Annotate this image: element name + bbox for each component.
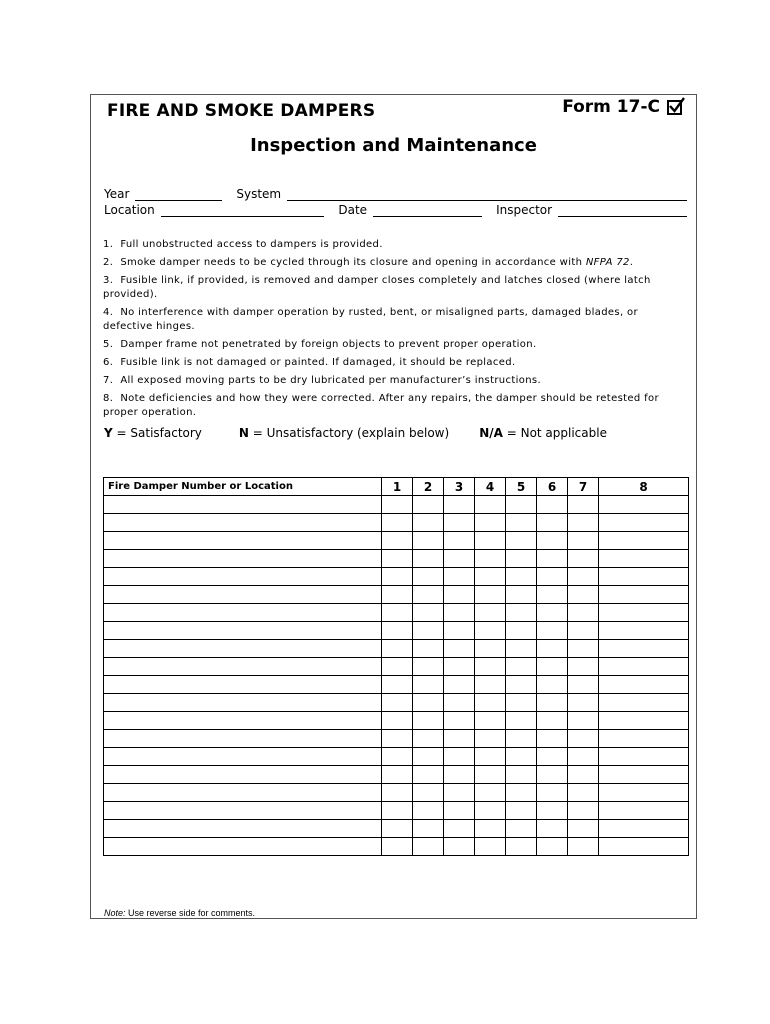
inspection-item xyxy=(103,306,689,334)
result-cell[interactable] xyxy=(568,802,599,820)
result-cell[interactable] xyxy=(382,676,413,694)
result-cell[interactable] xyxy=(599,838,689,856)
column-header-6: 6 xyxy=(537,478,568,496)
result-cell[interactable] xyxy=(537,838,568,856)
result-cell[interactable] xyxy=(413,496,444,514)
inspection-item xyxy=(103,356,689,370)
table-row xyxy=(104,604,689,622)
result-cell[interactable] xyxy=(413,676,444,694)
location-label: Location xyxy=(104,203,155,217)
system-label: System xyxy=(236,187,282,201)
result-cell[interactable] xyxy=(382,784,413,802)
result-cell[interactable] xyxy=(599,784,689,802)
result-cell[interactable] xyxy=(382,694,413,712)
result-cell[interactable] xyxy=(413,748,444,766)
result-cell[interactable] xyxy=(475,568,506,586)
location-cell[interactable] xyxy=(104,712,382,730)
table-row xyxy=(104,784,689,802)
result-cell[interactable] xyxy=(568,604,599,622)
item-number: 1. xyxy=(103,239,114,250)
result-cell[interactable] xyxy=(568,838,599,856)
result-cell[interactable] xyxy=(506,604,537,622)
result-cell[interactable] xyxy=(475,820,506,838)
result-cell[interactable] xyxy=(444,568,475,586)
result-cell[interactable] xyxy=(599,622,689,640)
location-cell[interactable] xyxy=(104,838,382,856)
table-row xyxy=(104,514,689,532)
result-cell[interactable] xyxy=(382,658,413,676)
item-text: Note deficiencies and how they were corrected. After any repairs, the damper should be retested for proper operation. xyxy=(103,393,659,418)
result-cell[interactable] xyxy=(413,532,444,550)
result-cell[interactable] xyxy=(382,514,413,532)
form-title: FIRE AND SMOKE DAMPERS xyxy=(107,101,376,121)
result-cell[interactable] xyxy=(599,820,689,838)
inspection-form xyxy=(90,94,697,919)
result-cell[interactable] xyxy=(413,820,444,838)
result-cell[interactable] xyxy=(475,514,506,532)
result-cell[interactable] xyxy=(382,748,413,766)
location-cell[interactable] xyxy=(104,622,382,640)
result-cell[interactable] xyxy=(568,622,599,640)
result-cell[interactable] xyxy=(444,514,475,532)
table-row xyxy=(104,712,689,730)
result-cell[interactable] xyxy=(599,496,689,514)
result-cell[interactable] xyxy=(537,586,568,604)
result-cell[interactable] xyxy=(475,748,506,766)
result-cell[interactable] xyxy=(568,766,599,784)
form-number-label: Form 17-C xyxy=(562,97,660,117)
item-number: 2. xyxy=(103,257,114,268)
result-cell[interactable] xyxy=(444,676,475,694)
location-cell[interactable] xyxy=(104,766,382,784)
result-cell[interactable] xyxy=(413,550,444,568)
result-cell[interactable] xyxy=(568,496,599,514)
result-cell[interactable] xyxy=(382,550,413,568)
legend-na: N/A = Not applicable xyxy=(479,426,607,440)
table-row xyxy=(104,820,689,838)
result-cell[interactable] xyxy=(506,802,537,820)
result-cell[interactable] xyxy=(413,838,444,856)
result-cell[interactable] xyxy=(599,748,689,766)
location-cell[interactable] xyxy=(104,496,382,514)
checked-box-icon xyxy=(667,100,682,115)
result-cell[interactable] xyxy=(382,838,413,856)
location-cell[interactable] xyxy=(104,784,382,802)
result-cell[interactable] xyxy=(506,676,537,694)
result-cell[interactable] xyxy=(537,658,568,676)
table-body xyxy=(104,496,689,856)
legend-y: Y = Satisfactory xyxy=(104,426,202,440)
result-cell[interactable] xyxy=(444,712,475,730)
location-cell[interactable] xyxy=(104,586,382,604)
location-cell[interactable] xyxy=(104,604,382,622)
result-cell[interactable] xyxy=(506,496,537,514)
result-cell[interactable] xyxy=(475,694,506,712)
inspection-item xyxy=(103,256,689,270)
result-cell[interactable] xyxy=(506,586,537,604)
form-number xyxy=(562,97,682,117)
result-cell[interactable] xyxy=(382,496,413,514)
result-cell[interactable] xyxy=(506,784,537,802)
result-cell[interactable] xyxy=(444,838,475,856)
result-cell[interactable] xyxy=(413,640,444,658)
result-cell[interactable] xyxy=(599,604,689,622)
result-cell[interactable] xyxy=(444,658,475,676)
inspection-item xyxy=(103,274,689,302)
column-header-2: 2 xyxy=(413,478,444,496)
result-cell[interactable] xyxy=(506,838,537,856)
legend xyxy=(104,426,607,440)
table-row xyxy=(104,694,689,712)
note-text: Use reverse side for comments. xyxy=(125,908,256,918)
result-cell[interactable] xyxy=(537,712,568,730)
result-cell[interactable] xyxy=(599,712,689,730)
result-cell[interactable] xyxy=(475,676,506,694)
year-field[interactable] xyxy=(135,189,222,201)
result-cell[interactable] xyxy=(506,622,537,640)
result-cell[interactable] xyxy=(382,586,413,604)
result-cell[interactable] xyxy=(444,730,475,748)
inspection-items xyxy=(103,238,689,424)
item-number: 3. xyxy=(103,275,114,286)
location-cell[interactable] xyxy=(104,640,382,658)
result-cell[interactable] xyxy=(537,784,568,802)
result-cell[interactable] xyxy=(537,730,568,748)
result-cell[interactable] xyxy=(382,640,413,658)
year-label: Year xyxy=(104,187,130,201)
result-cell[interactable] xyxy=(568,784,599,802)
location-cell[interactable] xyxy=(104,730,382,748)
location-cell[interactable] xyxy=(104,748,382,766)
result-cell[interactable] xyxy=(382,712,413,730)
result-cell[interactable] xyxy=(599,640,689,658)
result-cell[interactable] xyxy=(506,730,537,748)
result-cell[interactable] xyxy=(537,640,568,658)
result-cell[interactable] xyxy=(413,730,444,748)
result-cell[interactable] xyxy=(475,622,506,640)
result-cell[interactable] xyxy=(568,712,599,730)
result-cell[interactable] xyxy=(537,514,568,532)
column-header-3: 3 xyxy=(444,478,475,496)
result-cell[interactable] xyxy=(599,550,689,568)
header-fields xyxy=(104,185,687,217)
result-cell[interactable] xyxy=(599,568,689,586)
result-cell[interactable] xyxy=(537,568,568,586)
item-text: Fusible link is not damaged or painted. If damaged, it should be replaced. xyxy=(120,357,516,368)
result-cell[interactable] xyxy=(413,658,444,676)
table-row xyxy=(104,658,689,676)
result-cell[interactable] xyxy=(413,712,444,730)
result-cell[interactable] xyxy=(413,622,444,640)
location-column-header: Fire Damper Number or Location xyxy=(104,478,382,496)
result-cell[interactable] xyxy=(382,802,413,820)
result-cell[interactable] xyxy=(413,694,444,712)
result-cell[interactable] xyxy=(506,640,537,658)
item-number: 4. xyxy=(103,307,114,318)
result-cell[interactable] xyxy=(475,550,506,568)
result-cell[interactable] xyxy=(475,604,506,622)
result-cell[interactable] xyxy=(382,622,413,640)
result-cell[interactable] xyxy=(413,784,444,802)
result-cell[interactable] xyxy=(413,604,444,622)
result-cell[interactable] xyxy=(382,766,413,784)
inspection-item xyxy=(103,392,689,420)
table-row xyxy=(104,532,689,550)
result-cell[interactable] xyxy=(599,514,689,532)
location-cell[interactable] xyxy=(104,514,382,532)
result-cell[interactable] xyxy=(537,748,568,766)
column-header-1: 1 xyxy=(382,478,413,496)
item-number: 8. xyxy=(103,393,114,404)
note-label: Note: xyxy=(104,908,126,918)
item-text: Smoke damper needs to be cycled through its closure and opening in accordance with xyxy=(120,257,586,268)
result-cell[interactable] xyxy=(537,694,568,712)
system-field[interactable] xyxy=(287,189,687,201)
result-cell[interactable] xyxy=(506,766,537,784)
result-cell[interactable] xyxy=(506,748,537,766)
result-cell[interactable] xyxy=(537,550,568,568)
table-row xyxy=(104,802,689,820)
location-cell[interactable] xyxy=(104,550,382,568)
result-cell[interactable] xyxy=(444,622,475,640)
item-text: No interference with damper operation by rusted, bent, or misaligned parts, damaged blades, or defective hinges. xyxy=(103,307,638,332)
result-cell[interactable] xyxy=(599,694,689,712)
table-row xyxy=(104,622,689,640)
table-row xyxy=(104,640,689,658)
item-text-end: . xyxy=(629,257,634,268)
result-cell[interactable] xyxy=(475,766,506,784)
table-row xyxy=(104,838,689,856)
result-cell[interactable] xyxy=(568,568,599,586)
table-row xyxy=(104,568,689,586)
result-cell[interactable] xyxy=(568,514,599,532)
inspection-item xyxy=(103,374,689,388)
table-row xyxy=(104,496,689,514)
table-header-row xyxy=(104,478,689,496)
item-text: Fusible link, if provided, is removed and damper closes completely and latches closed (where latch provided). xyxy=(103,275,651,300)
result-cell[interactable] xyxy=(568,820,599,838)
result-cell[interactable] xyxy=(506,658,537,676)
item-number: 5. xyxy=(103,339,114,350)
inspection-item xyxy=(103,338,689,352)
result-cell[interactable] xyxy=(475,586,506,604)
fields-row-2 xyxy=(104,201,687,217)
column-header-7: 7 xyxy=(568,478,599,496)
result-cell[interactable] xyxy=(506,568,537,586)
item-number: 6. xyxy=(103,357,114,368)
result-cell[interactable] xyxy=(382,730,413,748)
legend-n: N = Unsatisfactory (explain below) xyxy=(238,426,450,440)
item-number: 7. xyxy=(103,375,114,386)
result-cell[interactable] xyxy=(444,802,475,820)
result-cell[interactable] xyxy=(413,568,444,586)
result-cell[interactable] xyxy=(382,568,413,586)
result-cell[interactable] xyxy=(537,622,568,640)
location-cell[interactable] xyxy=(104,676,382,694)
table-row xyxy=(104,676,689,694)
result-cell[interactable] xyxy=(475,658,506,676)
result-cell[interactable] xyxy=(444,640,475,658)
result-cell[interactable] xyxy=(413,766,444,784)
result-cell[interactable] xyxy=(599,802,689,820)
item-text: Full unobstructed access to dampers is provided. xyxy=(120,239,383,250)
result-cell[interactable] xyxy=(413,586,444,604)
result-cell[interactable] xyxy=(568,730,599,748)
location-cell[interactable] xyxy=(104,802,382,820)
result-cell[interactable] xyxy=(382,604,413,622)
result-cell[interactable] xyxy=(537,766,568,784)
result-cell[interactable] xyxy=(506,514,537,532)
result-cell[interactable] xyxy=(444,784,475,802)
result-cell[interactable] xyxy=(506,820,537,838)
result-cell[interactable] xyxy=(568,532,599,550)
location-field[interactable] xyxy=(161,205,325,217)
date-field[interactable] xyxy=(373,205,482,217)
result-cell[interactable] xyxy=(599,658,689,676)
result-cell[interactable] xyxy=(537,532,568,550)
result-cell[interactable] xyxy=(382,532,413,550)
result-cell[interactable] xyxy=(444,820,475,838)
item-reference: NFPA 72 xyxy=(585,257,630,268)
result-cell[interactable] xyxy=(537,496,568,514)
result-cell[interactable] xyxy=(444,694,475,712)
result-cell[interactable] xyxy=(568,676,599,694)
result-cell[interactable] xyxy=(568,586,599,604)
result-cell[interactable] xyxy=(382,820,413,838)
inspector-field[interactable] xyxy=(558,205,687,217)
result-cell[interactable] xyxy=(506,712,537,730)
inspector-label: Inspector xyxy=(496,203,553,217)
damper-table xyxy=(103,477,689,856)
result-cell[interactable] xyxy=(475,838,506,856)
result-cell[interactable] xyxy=(599,730,689,748)
table-row xyxy=(104,550,689,568)
result-cell[interactable] xyxy=(599,676,689,694)
result-cell[interactable] xyxy=(444,766,475,784)
result-cell[interactable] xyxy=(444,586,475,604)
result-cell[interactable] xyxy=(475,784,506,802)
result-cell[interactable] xyxy=(537,676,568,694)
footer-note xyxy=(104,908,255,918)
result-cell[interactable] xyxy=(506,550,537,568)
table-row xyxy=(104,586,689,604)
result-cell[interactable] xyxy=(537,604,568,622)
result-cell[interactable] xyxy=(413,802,444,820)
location-cell[interactable] xyxy=(104,568,382,586)
location-cell[interactable] xyxy=(104,658,382,676)
form-subtitle: Inspection and Maintenance xyxy=(250,135,537,156)
date-label: Date xyxy=(338,203,368,217)
result-cell[interactable] xyxy=(475,730,506,748)
result-cell[interactable] xyxy=(444,532,475,550)
inspection-item xyxy=(103,238,689,252)
item-text: All exposed moving parts to be dry lubricated per manufacturer’s instructions. xyxy=(120,375,541,386)
result-cell[interactable] xyxy=(444,748,475,766)
table-row xyxy=(104,766,689,784)
location-cell[interactable] xyxy=(104,694,382,712)
result-cell[interactable] xyxy=(568,640,599,658)
location-cell[interactable] xyxy=(104,532,382,550)
result-cell[interactable] xyxy=(599,766,689,784)
result-cell[interactable] xyxy=(444,604,475,622)
result-cell[interactable] xyxy=(568,748,599,766)
result-cell[interactable] xyxy=(475,640,506,658)
result-cell[interactable] xyxy=(475,712,506,730)
location-cell[interactable] xyxy=(104,820,382,838)
fields-row-1 xyxy=(104,185,687,201)
result-cell[interactable] xyxy=(599,532,689,550)
result-cell[interactable] xyxy=(444,496,475,514)
result-cell[interactable] xyxy=(568,658,599,676)
result-cell[interactable] xyxy=(568,550,599,568)
result-cell[interactable] xyxy=(506,694,537,712)
column-header-8: 8 xyxy=(599,478,689,496)
item-text: Damper frame not penetrated by foreign objects to prevent proper operation. xyxy=(120,339,537,350)
result-cell[interactable] xyxy=(413,514,444,532)
result-cell[interactable] xyxy=(537,802,568,820)
result-cell[interactable] xyxy=(444,550,475,568)
result-cell[interactable] xyxy=(475,532,506,550)
result-cell[interactable] xyxy=(475,802,506,820)
result-cell[interactable] xyxy=(568,694,599,712)
table-row xyxy=(104,748,689,766)
result-cell[interactable] xyxy=(506,532,537,550)
result-cell[interactable] xyxy=(537,820,568,838)
column-header-5: 5 xyxy=(506,478,537,496)
column-header-4: 4 xyxy=(475,478,506,496)
result-cell[interactable] xyxy=(599,586,689,604)
result-cell[interactable] xyxy=(475,496,506,514)
table-row xyxy=(104,730,689,748)
